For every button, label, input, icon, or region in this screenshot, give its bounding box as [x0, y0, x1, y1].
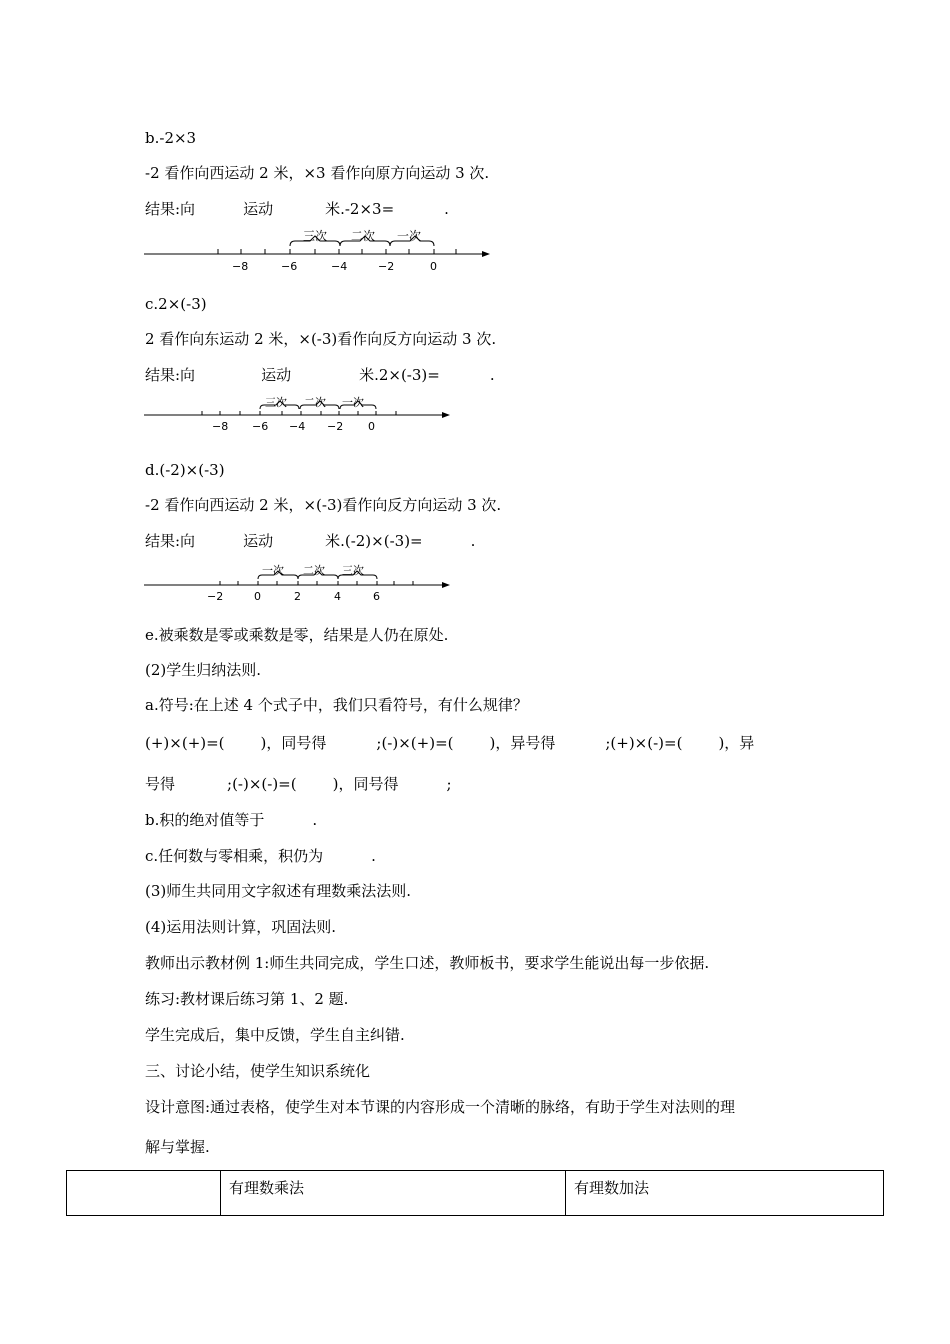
sign-text: )，同号得	[260, 734, 327, 752]
sign-rules-line-1	[145, 733, 754, 753]
step-2: (2)学生归纳法则.	[145, 661, 262, 679]
step-4: (4)运用法则计算，巩固法则.	[145, 918, 337, 936]
count-label: 一次	[262, 564, 284, 577]
sign-text: ;(+)×(-)=(	[605, 734, 683, 752]
feedback-text: 学生完成后，集中反馈，学生自主纠错.	[145, 1026, 405, 1044]
sign-text: ;(-)×(+)=(	[376, 734, 454, 752]
tick-label: −6	[281, 260, 298, 273]
count-label: 三次	[265, 396, 287, 409]
result-prefix: 结果:向	[145, 532, 196, 550]
section-3-heading: 三、讨论小结，使学生知识系统化	[145, 1062, 371, 1080]
table-row	[67, 1171, 884, 1216]
design-intent-line-1: 设计意图:通过表格，使学生对本节课的内容形成一个清晰的脉络，有助于学生对法则的理	[145, 1098, 736, 1116]
tick-label: 0	[430, 260, 437, 273]
count-label: 二次	[351, 229, 376, 243]
tick-label: −8	[212, 420, 229, 433]
count-label: 一次	[397, 229, 422, 243]
tick-label: −2	[327, 420, 344, 433]
practice-text: 练习:教材课后练习第 1、2 题.	[145, 990, 349, 1008]
tick-label: −4	[289, 420, 306, 433]
abs-text: b.积的绝对值等于	[145, 811, 265, 829]
number-line-d	[140, 561, 460, 603]
result-prefix: 结果:向	[145, 366, 196, 384]
table-header-addition: 有理数加法	[566, 1171, 884, 1216]
tick-label: −6	[252, 420, 269, 433]
sign-text: 号得	[145, 775, 176, 793]
result-eq: 米.-2×3=	[325, 200, 395, 218]
item-c-result	[145, 365, 495, 385]
result-end: .	[444, 200, 449, 218]
sign-text: (+)×(+)=(	[145, 734, 225, 752]
tick-label: 0	[254, 590, 261, 603]
item-d-title: d.(-2)×(-3)	[145, 461, 225, 479]
step-3: (3)师生共同用文字叙述有理数乘法法则.	[145, 882, 412, 900]
sign-text: ;(-)×(-)=(	[227, 775, 297, 793]
sign-intro: a.符号:在上述 4 个式子中，我们只看符号，有什么规律？	[145, 696, 528, 714]
item-b-title: b.-2×3	[145, 129, 197, 147]
result-eq: 米.(-2)×(-3)=	[325, 532, 423, 550]
abs-rule	[145, 810, 317, 830]
tick-label: 0	[368, 420, 375, 433]
tick-label: −8	[232, 260, 249, 273]
item-c-title: c.2×(-3)	[145, 295, 207, 313]
tick-label: −2	[378, 260, 395, 273]
count-label: 三次	[303, 229, 328, 243]
count-label: 一次	[342, 396, 364, 409]
design-intent-line-2: 解与掌握.	[145, 1138, 210, 1156]
count-label: 二次	[303, 564, 325, 577]
tick-label: 2	[294, 590, 301, 603]
result-prefix: 结果:向	[145, 200, 196, 218]
item-d-result	[145, 531, 475, 551]
result-move: 运动	[243, 532, 274, 550]
number-line-b	[140, 228, 500, 278]
zero-text: c.任何数与零相乘，积仍为	[145, 847, 324, 865]
tick-label: −2	[207, 590, 224, 603]
comparison-table	[66, 1170, 884, 1216]
sign-text: )，同号得	[332, 775, 399, 793]
result-eq: 米.2×(-3)=	[359, 366, 440, 384]
sign-text: )，异	[718, 734, 755, 752]
abs-end: .	[312, 811, 318, 829]
sign-text: )，异号得	[489, 734, 556, 752]
zero-rule	[145, 846, 376, 866]
example-text: 教师出示教材例 1:师生共同完成，学生口述，教师板书，要求学生能说出每一步依据.	[145, 954, 710, 972]
zero-end: .	[371, 847, 376, 865]
result-move: 运动	[243, 200, 274, 218]
table-cell	[67, 1171, 221, 1216]
sign-rules-line-2	[145, 774, 452, 794]
result-end: .	[470, 532, 476, 550]
tick-label: 6	[373, 590, 380, 603]
tick-label: −4	[331, 260, 348, 273]
tick-label: 4	[334, 590, 341, 603]
result-end: .	[489, 366, 495, 384]
number-line-c	[140, 394, 460, 436]
item-b-desc: -2 看作向西运动 2 米，×3 看作向原方向运动 3 次.	[145, 164, 490, 182]
item-c-desc: 2 看作向东运动 2 米，×(-3)看作向反方向运动 3 次.	[145, 330, 497, 348]
item-d-desc: -2 看作向西运动 2 米，×(-3)看作向反方向运动 3 次.	[145, 496, 502, 514]
count-label: 二次	[304, 396, 326, 409]
item-b-result	[145, 199, 449, 219]
item-e: e.被乘数是零或乘数是零，结果是人仍在原处.	[145, 626, 449, 644]
result-move: 运动	[261, 366, 292, 384]
table-header-multiplication: 有理数乘法	[221, 1171, 566, 1216]
count-label: 三次	[342, 564, 364, 577]
sign-text: ;	[446, 775, 452, 793]
